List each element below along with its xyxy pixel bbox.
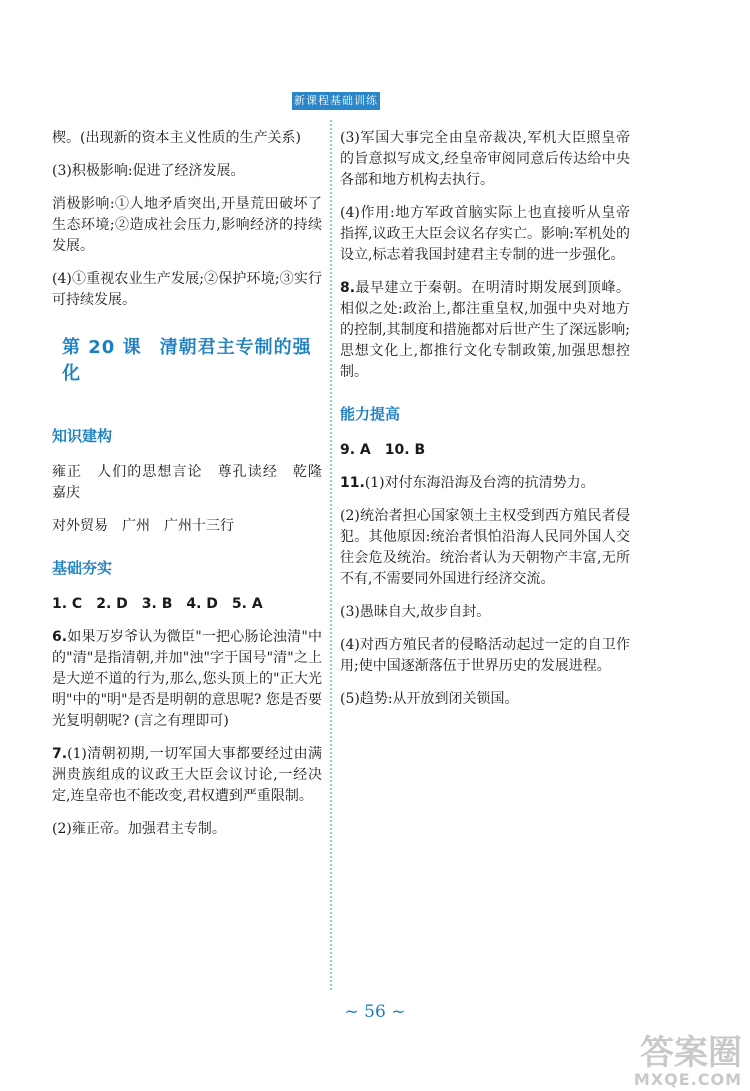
answer-text: 如果万岁爷认为微臣"一把心肠论浊清"中的"清"是指清朝,并加"浊"字于国号"清"之上是大逆不道的行为,那么,您头顶上的"正大光明"中的"明"是否是明朝的意思呢? 您是否要光复明朝呢? (言之有理即可)	[52, 629, 322, 729]
left-column	[52, 128, 336, 852]
knowledge-line: 对外贸易 广州 广州十三行	[52, 518, 234, 534]
answer-paragraph: (4)对西方殖民者的侵略活动起过一定的自卫作用;使中国逐渐落伍于世界历史的发展进程。	[340, 637, 630, 674]
question-number: 6.	[52, 629, 68, 645]
answer-paragraph: (4)①重视农业生产发展;②保护环境;③实行可持续发展。	[52, 271, 322, 308]
series-badge: 新课程基础训练	[292, 92, 380, 110]
answer-paragraph: (2)统治者担心国家领土主权受到西方殖民者侵犯。其他原因:统治者惧怕沿海人民同外国人交往会危及统治。统治者认为天朝物产丰富,无所不有,不需要同外国进行经济交流。	[340, 508, 630, 587]
answer-paragraph: 消极影响:①人地矛盾突出,开垦荒田破坏了生态环境;②造成社会压力,影响经济的持续发展。	[52, 196, 322, 254]
answer-paragraph: (3)军国大事完全由皇帝裁决,军机大臣照皇帝的旨意拟写成文,经皇帝审阅同意后传达给中央各部和地方机构去执行。	[340, 130, 630, 188]
question-number: 11.	[340, 475, 365, 491]
answer-paragraph: (3)积极影响:促进了经济发展。	[52, 163, 245, 179]
choice-answers: 1. C 2. D 3. B 4. D 5. A	[52, 596, 263, 612]
right-column	[340, 128, 630, 722]
lesson-number: 第 20 课	[62, 337, 142, 358]
watermark-text: 答案圈	[640, 1033, 742, 1073]
answer-paragraph: (4)作用:地方军政首脑实际上也直接听从皇帝指挥,议政王大臣会议名存实亡。影响:军机处的设立,标志着我国封建君主专制的进一步强化。	[340, 205, 630, 263]
section-heading-ability: 能力提高	[340, 405, 401, 423]
column-divider	[330, 120, 332, 990]
watermark-logo	[634, 1035, 742, 1089]
answer-paragraph: (2)雍正帝。加强君主专制。	[52, 821, 226, 837]
watermark-site: MXQE.COM	[633, 1070, 742, 1089]
lesson-title	[62, 333, 322, 385]
answer-paragraph: 楔。(出现新的资本主义性质的生产关系)	[52, 130, 301, 146]
page-number: ~ 56 ~	[344, 1002, 406, 1022]
answer-text: (1)清朝初期,一切军国大事都要经过由满洲贵族组成的议政王大臣会议讨论,一经决定,连皇帝也不能改变,君权遭到严重限制。	[52, 746, 322, 804]
question-number: 7.	[52, 746, 68, 762]
question-number: 8.	[340, 280, 356, 296]
lesson-name: 清朝君主专制的强化	[62, 337, 312, 384]
answer-text: 最早建立于秦朝。在明清时期发展到顶峰。相似之处:政治上,都注重皇权,加强中央对地方的控制,其制度和措施都对后世产生了深远影响;思想文化上,都推行文化专制政策,加强思想控制。	[340, 280, 630, 380]
answer-paragraph: (3)愚昧自大,故步自封。	[340, 604, 491, 620]
section-heading-knowledge: 知识建构	[52, 427, 113, 445]
answer-text: (1)对付东海沿海及台湾的抗清势力。	[364, 475, 595, 491]
question-11-answer	[340, 473, 630, 494]
section-heading-basics: 基础夯实	[52, 559, 113, 577]
choice-answers: 9. A 10. B	[340, 442, 426, 458]
question-7-answer	[52, 744, 322, 807]
answer-paragraph: (5)趋势:从开放到闭关锁国。	[340, 691, 519, 707]
knowledge-line: 雍正 人们的思想言论 尊孔读经 乾隆 嘉庆	[52, 464, 336, 501]
question-8-answer	[340, 278, 630, 383]
question-6-answer	[52, 627, 322, 732]
